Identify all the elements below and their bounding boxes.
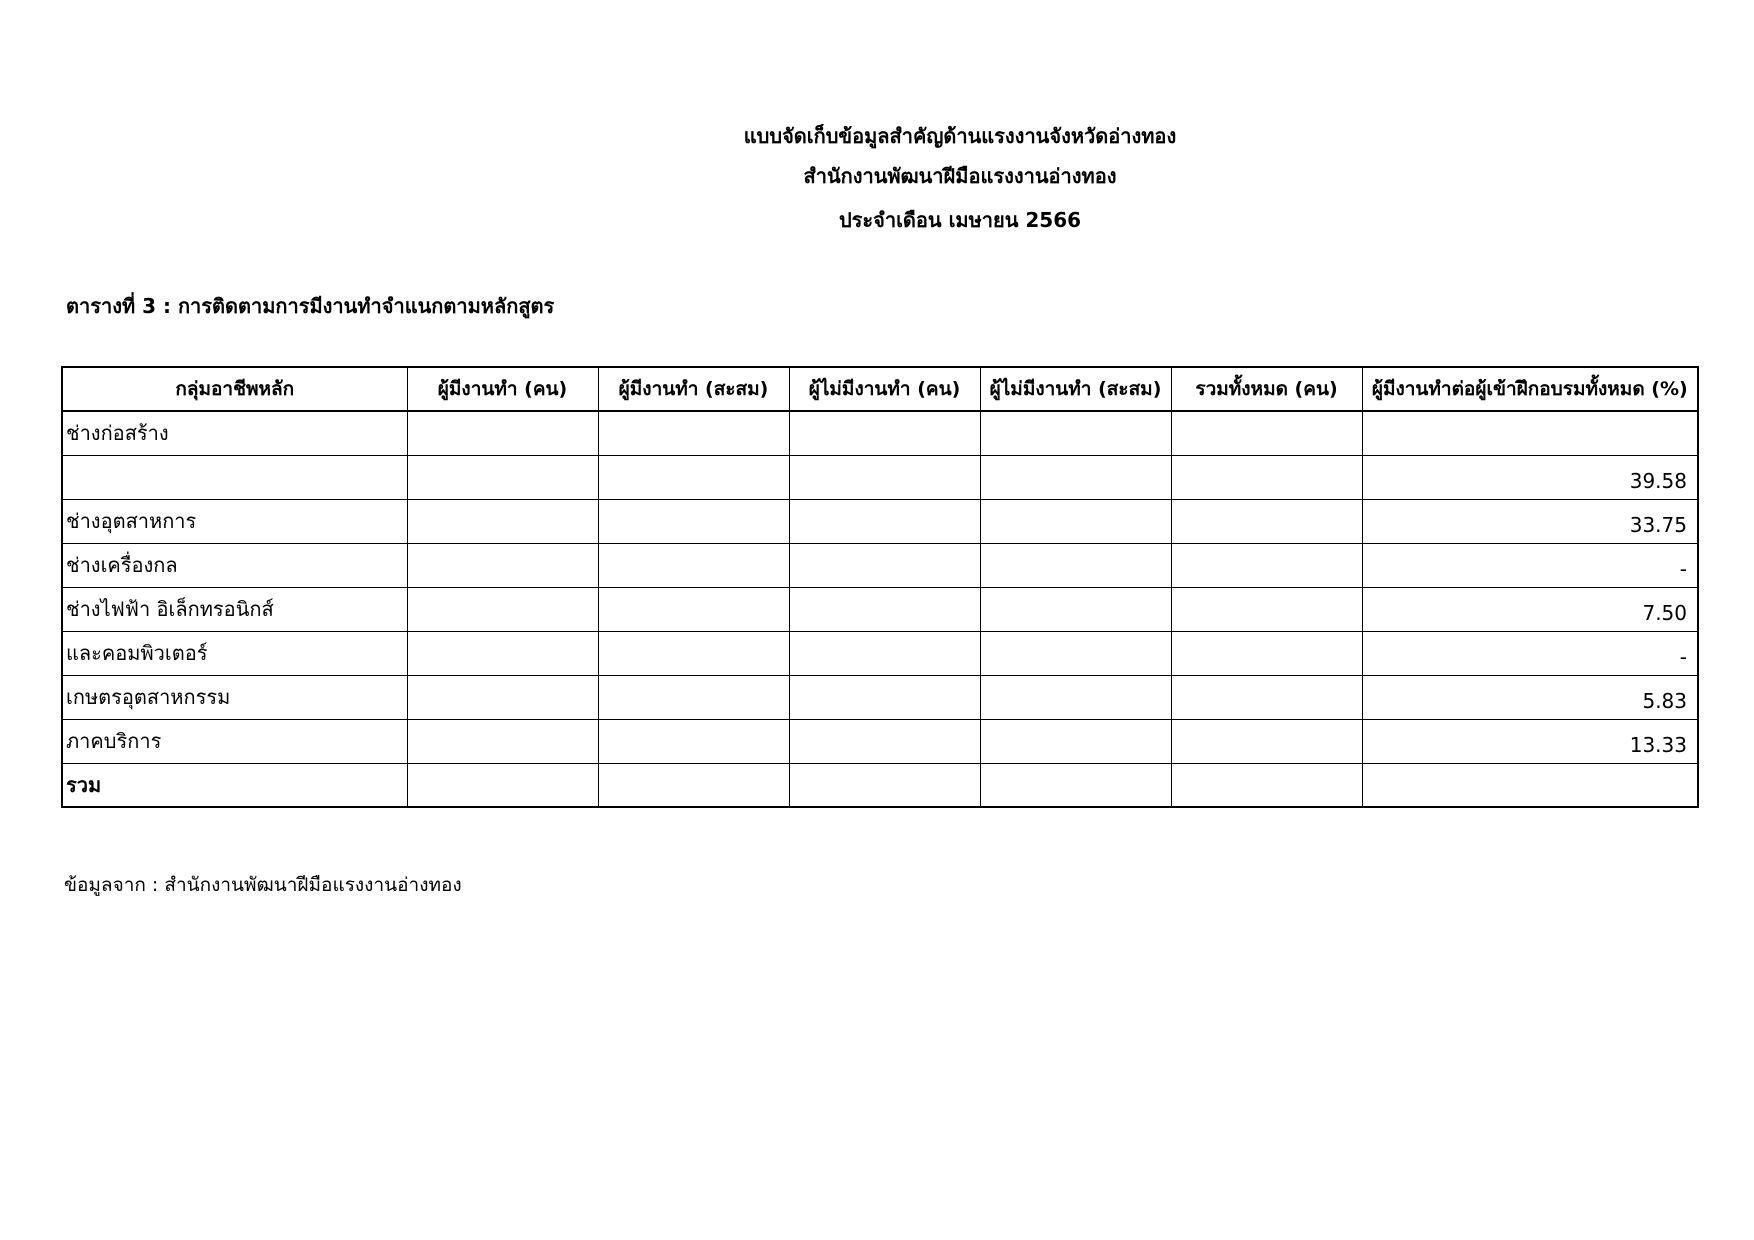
- employment-tracking-table: [61, 366, 1699, 808]
- cell-employed: [407, 631, 598, 675]
- table-header-row: [62, 367, 1698, 411]
- cell-employed-cumulative: [598, 455, 789, 499]
- cell-employed-cumulative: [598, 499, 789, 543]
- table-row: [62, 675, 1698, 719]
- column-header-employed: ผู้มีงานทำ (คน): [407, 367, 598, 411]
- cell-unemployed: [789, 543, 980, 587]
- cell-total: [1171, 411, 1362, 455]
- cell-unemployed-cumulative: [980, 411, 1171, 455]
- table-total-row: [62, 763, 1698, 807]
- cell-employed: [407, 455, 598, 499]
- cell-employed: [407, 675, 598, 719]
- cell-group: เกษตรอุตสาหกรรม: [62, 675, 407, 719]
- column-header-group: กลุ่มอาชีพหลัก: [62, 367, 407, 411]
- cell-percent: 13.33: [1362, 719, 1698, 763]
- cell-unemployed-cumulative: [980, 719, 1171, 763]
- cell-percent: -: [1362, 631, 1698, 675]
- cell-total: [1171, 675, 1362, 719]
- header-title: แบบจัดเก็บข้อมูลสำคัญด้านแรงงานจังหวัดอ่างทอง: [743, 124, 1177, 148]
- cell-total: [1171, 455, 1362, 499]
- cell-unemployed-cumulative: [980, 499, 1171, 543]
- cell-employed-cumulative: [598, 631, 789, 675]
- cell-unemployed-cumulative: [980, 675, 1171, 719]
- table-row: [62, 719, 1698, 763]
- table-caption: ตารางที่ 3 : การติดตามการมีงานทำจำแนกตามหลักสูตร: [66, 294, 555, 318]
- cell-employed: [407, 411, 598, 455]
- cell-unemployed-cumulative: [980, 587, 1171, 631]
- cell-percent: 5.83: [1362, 675, 1698, 719]
- cell-group: ภาคบริการ: [62, 719, 407, 763]
- cell-unemployed: [789, 631, 980, 675]
- cell-total-unemployed-cumulative: [980, 763, 1171, 807]
- cell-total: [1171, 719, 1362, 763]
- cell-unemployed-cumulative: [980, 543, 1171, 587]
- cell-total-total: [1171, 763, 1362, 807]
- cell-total: [1171, 587, 1362, 631]
- cell-group: [62, 455, 407, 499]
- cell-percent: 7.50: [1362, 587, 1698, 631]
- cell-percent: 33.75: [1362, 499, 1698, 543]
- cell-unemployed: [789, 455, 980, 499]
- source-note: ข้อมูลจาก : สำนักงานพัฒนาฝีมือแรงงานอ่างทอง: [64, 874, 462, 896]
- table-row: [62, 499, 1698, 543]
- cell-unemployed: [789, 675, 980, 719]
- cell-percent: -: [1362, 543, 1698, 587]
- cell-unemployed-cumulative: [980, 455, 1171, 499]
- cell-employed-cumulative: [598, 719, 789, 763]
- cell-total-percent: [1362, 763, 1698, 807]
- cell-unemployed: [789, 587, 980, 631]
- header-period: ประจำเดือน เมษายน 2566: [838, 208, 1082, 232]
- table-row: [62, 587, 1698, 631]
- cell-employed: [407, 719, 598, 763]
- column-header-employed-cumulative: ผู้มีงานทำ (สะสม): [598, 367, 789, 411]
- cell-unemployed: [789, 499, 980, 543]
- cell-employed: [407, 499, 598, 543]
- cell-group: ช่างเครื่องกล: [62, 543, 407, 587]
- cell-unemployed: [789, 719, 980, 763]
- cell-employed-cumulative: [598, 411, 789, 455]
- cell-total: [1171, 499, 1362, 543]
- header-office: สำนักงานพัฒนาฝีมือแรงงานอ่างทอง: [803, 164, 1117, 188]
- cell-total: [1171, 631, 1362, 675]
- cell-percent: 39.58: [1362, 455, 1698, 499]
- cell-total-unemployed: [789, 763, 980, 807]
- cell-unemployed-cumulative: [980, 631, 1171, 675]
- cell-unemployed: [789, 411, 980, 455]
- cell-employed: [407, 587, 598, 631]
- table-row: [62, 631, 1698, 675]
- cell-employed: [407, 543, 598, 587]
- table-row: [62, 455, 1698, 499]
- column-header-percent: ผู้มีงานทำต่อผู้เข้าฝึกอบรมทั้งหมด (%): [1362, 367, 1698, 411]
- cell-total-employed-cumulative: [598, 763, 789, 807]
- cell-group: ช่างไฟฟ้า อิเล็กทรอนิกส์: [62, 587, 407, 631]
- cell-total-employed: [407, 763, 598, 807]
- cell-employed-cumulative: [598, 543, 789, 587]
- column-header-unemployed: ผู้ไม่มีงานทำ (คน): [789, 367, 980, 411]
- column-header-total: รวมทั้งหมด (คน): [1171, 367, 1362, 411]
- cell-group: และคอมพิวเตอร์: [62, 631, 407, 675]
- cell-total-label: รวม: [62, 763, 407, 807]
- table-row: [62, 543, 1698, 587]
- table-row: [62, 411, 1698, 455]
- cell-employed-cumulative: [598, 675, 789, 719]
- cell-group: ช่างอุตสาหการ: [62, 499, 407, 543]
- column-header-unemployed-cumulative: ผู้ไม่มีงานทำ (สะสม): [980, 367, 1171, 411]
- cell-group: ช่างก่อสร้าง: [62, 411, 407, 455]
- cell-percent: [1362, 411, 1698, 455]
- cell-employed-cumulative: [598, 587, 789, 631]
- cell-total: [1171, 543, 1362, 587]
